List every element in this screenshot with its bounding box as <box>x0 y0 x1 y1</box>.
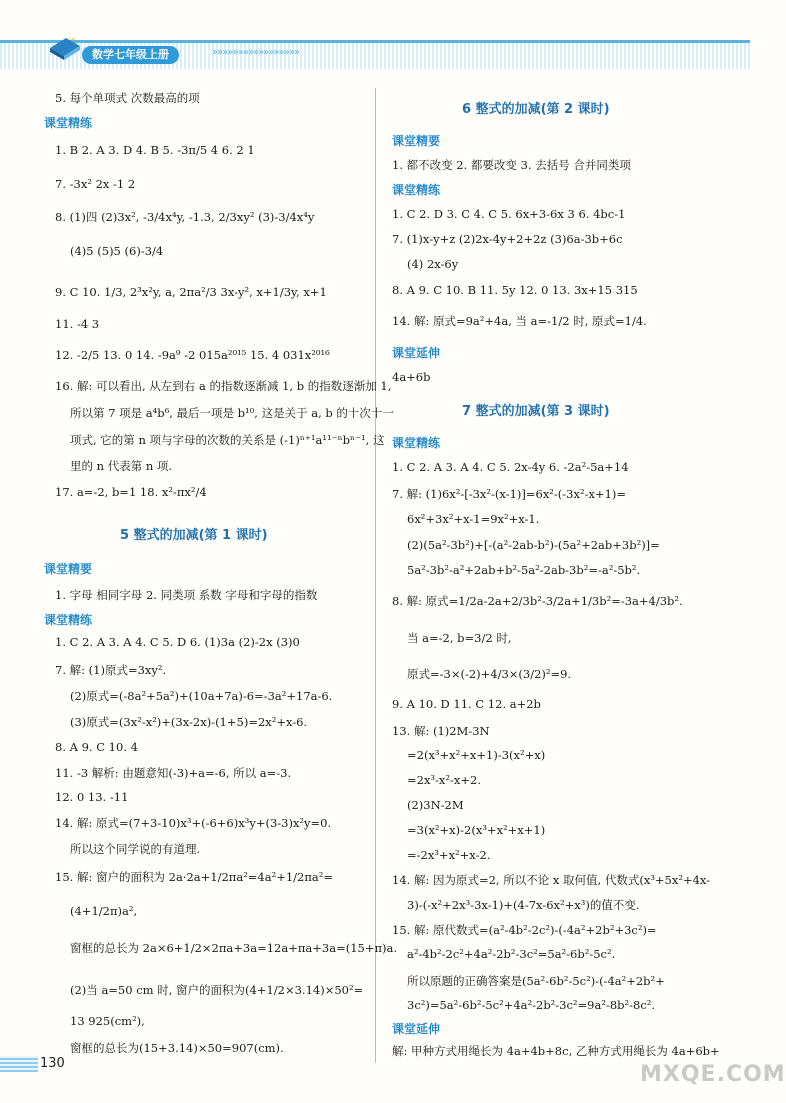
answer-line: 12. 0 13. -11 <box>55 790 129 804</box>
section-heading: 课堂延伸 <box>392 1022 441 1036</box>
lesson-title: 7 整式的加减(第 3 课时) <box>462 404 610 419</box>
answer-line: 7. -3x² 2x -1 2 <box>55 177 136 191</box>
section-heading: 课堂精练 <box>44 116 93 130</box>
answer-line: 14. 解: 因为原式=2, 所以不论 x 取何值, 代数式(x³+5x²+4x- <box>392 873 711 887</box>
answer-line: 原式=-3×(-2)+4/3×(3/2)²=9. <box>407 667 572 681</box>
answer-line: (4+1/2π)a², <box>70 904 138 918</box>
section-heading: 课堂精练 <box>392 183 441 197</box>
answer-line: 4a+6b <box>392 370 431 384</box>
answer-line: 所以第 7 项是 a⁴b⁶, 最后一项是 b¹⁰, 这是关于 a, b 的十次十一 <box>70 406 394 420</box>
answer-line: 11. -4 3 <box>55 317 100 331</box>
header-title: 数学七年级上册 <box>82 46 179 64</box>
answer-line: 1. C 2. D 3. C 4. C 5. 6x+3-6x 3 6. 4bc-1 <box>392 207 626 221</box>
answer-line: 里的 n 代表第 n 项. <box>70 459 173 473</box>
answer-line: 8. A 9. C 10. B 11. 5y 12. 0 13. 3x+15 315 <box>392 283 638 297</box>
answer-line: 7. 解: (1)原式=3xy². <box>55 663 167 677</box>
answer-line: =2x³-x²-x+2. <box>407 773 482 787</box>
answer-line: =3(x²+x)-2(x³+x²+x+1) <box>407 823 546 837</box>
answer-line: 8. (1)四 (2)3x², -3/4x⁴y, -1.3, 2/3xy² (3)-3/4x⁴y <box>55 210 315 224</box>
header-chevrons: »»»»»»»»»»»»»»»»» <box>212 47 300 58</box>
answer-line: 解: 甲种方式用绳长为 4a+4b+8c, 乙种方式用绳长为 4a+6b+ <box>392 1044 720 1058</box>
lesson-title: 6 整式的加减(第 2 课时) <box>462 102 610 117</box>
answer-line: 1. 都不改变 2. 都要改变 3. 去括号 合并同类项 <box>392 158 631 172</box>
section-heading: 课堂延伸 <box>392 346 441 360</box>
answer-line: 项式, 它的第 n 项与字母的次数的关系是 (-1)ⁿ⁺¹a¹¹⁻ⁿbⁿ⁻¹, 这 <box>70 433 385 447</box>
answer-line: 所以这个同学说的有道理. <box>70 842 201 856</box>
answer-line: 5a²-3b²-a²+2ab+b²-5a²-2ab-3b²=-a²-5b². <box>407 563 641 577</box>
answer-line: 6x²+3x²+x-1=9x²+x-1. <box>407 512 540 526</box>
answer-line: 12. -2/5 13. 0 14. -9a⁹ -2 015a²⁰¹⁵ 15. 4 031x²⁰¹⁶ <box>55 348 330 362</box>
section-heading: 课堂精练 <box>392 436 441 450</box>
answer-line: 1. C 2. A 3. A 4. C 5. D 6. (1)3a (2)-2x (3)0 <box>55 635 300 649</box>
answer-line: 13 925(cm²), <box>70 1014 145 1028</box>
page-number: 130 <box>40 1056 65 1071</box>
answer-line: 8. A 9. C 10. 4 <box>55 740 138 754</box>
answer-line: 9. A 10. D 11. C 12. a+2b <box>392 697 541 711</box>
section-heading: 课堂精练 <box>44 613 93 627</box>
answer-line: 当 a=-2, b=3/2 时, <box>407 631 512 645</box>
column-divider <box>375 88 376 1063</box>
answer-line: 8. 解: 原式=1/2a-2a+2/3b²-3/2a+1/3b²=-3a+4/3b². <box>392 594 683 608</box>
answer-line: 窗框的总长为 2a×6+1/2×2πa+3a=12a+πa+3a=(15+π)a. <box>70 941 398 955</box>
answer-line: 16. 解: 可以看出, 从左到右 a 的指数逐渐减 1, b 的指数逐渐加 1, <box>55 379 392 393</box>
answer-line: a²-4b²-2c²+4a²-2b²-3c²=5a²-6b²-5c². <box>407 947 616 961</box>
answer-line: 14. 解: 原式=9a²+4a, 当 a=-1/2 时, 原式=1/4. <box>392 314 647 328</box>
answer-line: 窗框的总长为(15+3.14)×50=907(cm). <box>70 1041 284 1055</box>
answer-line: =2(x³+x²+x+1)-3(x²+x) <box>407 748 546 762</box>
answer-line: 15. 解: 原代数式=(a²-4b²-2c²)-(-4a²+2b²+3c²)= <box>392 923 657 937</box>
answer-line: 1. C 2. A 3. A 4. C 5. 2x-4y 6. -2a²-5a+14 <box>392 460 629 474</box>
answer-line: 13. 解: (1)2M-3N <box>392 724 490 738</box>
answer-line: 1. 字母 相同字母 2. 同类项 系数 字母和字母的指数 <box>55 588 318 602</box>
lesson-title: 5 整式的加减(第 1 课时) <box>120 528 268 543</box>
answer-line: 9. C 10. 1/3, 2³x²y, a, 2πa²/3 3x-y², x+1/3y, x+1 <box>55 285 327 299</box>
answer-line: (2)3N-2M <box>407 798 464 812</box>
answer-line: 17. a=-2, b=1 18. x²-πx²/4 <box>55 485 207 499</box>
footer-bar <box>0 1056 38 1072</box>
answer-line: 14. 解: 原式=(7+3-10)x³+(-6+6)x³y+(3-3)x²y=0. <box>55 816 332 830</box>
answer-line: 15. 解: 窗户的面积为 2a·2a+1/2πa²=4a²+1/2πa²= <box>55 870 334 884</box>
answer-line: =-2x³+x²+x-2. <box>407 848 491 862</box>
answer-line: (4)5 (5)5 (6)-3/4 <box>70 244 164 258</box>
book-icon <box>48 34 82 62</box>
section-heading: 课堂精要 <box>392 134 441 148</box>
answer-line: 1. B 2. A 3. D 4. B 5. -3π/5 4 6. 2 1 <box>55 143 255 157</box>
watermark: MXQE.COM <box>640 1062 786 1087</box>
answer-line: (2)(5a²-3b²)+[-(a²-2ab-b²)-(5a²+2ab+3b²)]= <box>407 538 660 552</box>
answer-line: (2)当 a=50 cm 时, 窗户的面积为(4+1/2×3.14)×50²= <box>70 983 364 997</box>
answer-line: 3c²)=5a²-6b²-5c²+4a²-2b²-3c²=9a²-8b²-8c². <box>407 998 656 1012</box>
section-heading: 课堂精要 <box>44 562 93 576</box>
answer-line: (4) 2x-6y <box>407 257 459 271</box>
answer-line: 11. -3 解析: 由题意知(-3)+a=-6, 所以 a=-3. <box>55 766 292 780</box>
answer-line: (3)原式=(3x²-x²)+(3x-2x)-(1+5)=2x²+x-6. <box>70 715 308 729</box>
answer-line: 7. 解: (1)6x²-[-3x²-(x-1)]=6x²-(-3x²-x+1)= <box>392 487 627 501</box>
answer-line: (2)原式=(-8a²+5a²)+(10a+7a)-6=-3a²+17a-6. <box>70 689 333 703</box>
answer-line: 5. 每个单项式 次数最高的项 <box>55 91 200 105</box>
answer-line: 7. (1)x-y+z (2)2x-4y+2+2z (3)6a-3b+6c <box>392 232 623 246</box>
answer-line: 所以原题的正确答案是(5a²-6b²-5c²)-(-4a²+2b²+ <box>407 974 665 988</box>
answer-line: 3)-(-x²+2x³-3x-1)+(4-7x-6x²+x³)的值不变. <box>407 898 640 912</box>
